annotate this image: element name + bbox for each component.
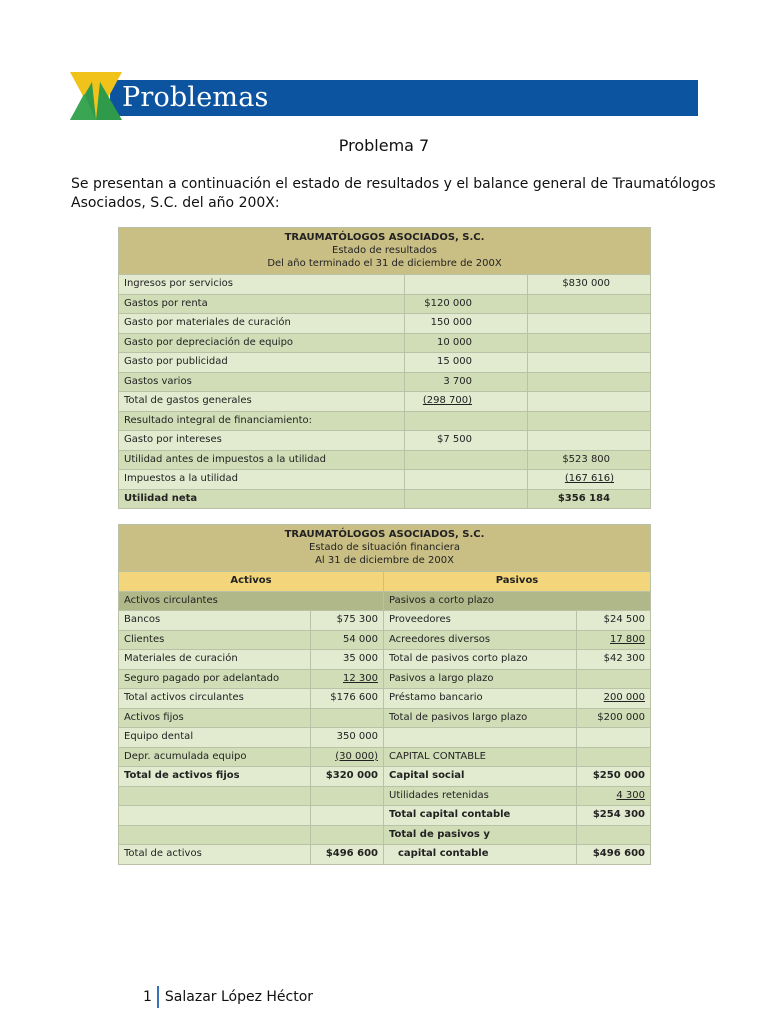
table-row: Clientes 54 000 Acreedores diversos 17 800 (119, 630, 651, 650)
table-row: Ingresos por servicios $830 000 (119, 275, 651, 295)
balance-column-headers (119, 572, 651, 592)
liabilities-header: Pasivos (384, 572, 651, 592)
triangle-logo-icon (70, 72, 122, 122)
assets-header: Activos (119, 572, 384, 592)
problemas-banner (70, 72, 698, 122)
balance-header (119, 525, 651, 572)
table-row: Gastos por renta $120 000 (119, 294, 651, 314)
table-row: Equipo dental 350 000 (119, 728, 651, 748)
balance-date: Al 31 de diciembre de 200X (315, 555, 454, 566)
section-row: Activos circulantes Pasivos a corto plazo (119, 591, 651, 611)
balance-company: TRAUMATÓLOGOS ASOCIADOS, S.C. (284, 529, 485, 540)
table-row: Total de activos fijos $320 000 Capital social $250 000 (119, 767, 651, 787)
balance-statement-title: Estado de situación financiera (309, 542, 460, 553)
table-row: Materiales de curación 35 000 Total de pasivos corto plazo $42 300 (119, 650, 651, 670)
table-row: Utilidades retenidas 4 300 (119, 786, 651, 806)
table-row: Utilidad neta $356 184 (119, 489, 651, 509)
income-header (119, 228, 651, 275)
page-heading: Problema 7 (338, 136, 430, 155)
balance-sheet-table (118, 524, 651, 865)
footer-author: Salazar López Héctor (164, 989, 314, 1005)
footer-separator (157, 986, 159, 1008)
intro-paragraph: Se presentan a continuación el estado de resultados y el balance general de Traumatólogos Asociados, S.C. del año 200X: (71, 176, 716, 211)
table-row: Utilidad antes de impuestos a la utilidad $523 800 (119, 450, 651, 470)
table-row: Depr. acumulada equipo (30 000) CAPITAL CONTABLE (119, 747, 651, 767)
income-period: Del año terminado el 31 de diciembre de 200X (267, 258, 502, 269)
page-footer (143, 986, 313, 1008)
table-row: Gasto por materiales de curación 150 000 (119, 314, 651, 334)
table-row: Gasto por publicidad 15 000 (119, 353, 651, 373)
table-row: Total de pasivos y (119, 825, 651, 845)
income-company: TRAUMATÓLOGOS ASOCIADOS, S.C. (284, 232, 485, 243)
table-row: Total capital contable $254 300 (119, 806, 651, 826)
table-row: Bancos $75 300 Proveedores $24 500 (119, 611, 651, 631)
table-row: Resultado integral de financiamiento: (119, 411, 651, 431)
income-statement-table (118, 227, 651, 509)
table-row: Total activos circulantes $176 600 Préstamo bancario 200 000 (119, 689, 651, 709)
income-statement-title: Estado de resultados (332, 245, 438, 256)
table-row: Total de activos $496 600 capital contable $496 600 (119, 845, 651, 865)
table-row: Activos fijos Total de pasivos largo plazo $200 000 (119, 708, 651, 728)
table-row: Seguro pagado por adelantado 12 300 Pasivos a largo plazo (119, 669, 651, 689)
table-row: Gasto por intereses $7 500 (119, 431, 651, 451)
table-row: Gasto por depreciación de equipo 10 000 (119, 333, 651, 353)
table-row: Total de gastos generales (298 700) (119, 392, 651, 412)
page-number: 1 (143, 989, 152, 1005)
table-row: Gastos varios 3 700 (119, 372, 651, 392)
table-row: Impuestos a la utilidad (167 616) (119, 470, 651, 490)
banner-title: Problemas (122, 82, 269, 113)
